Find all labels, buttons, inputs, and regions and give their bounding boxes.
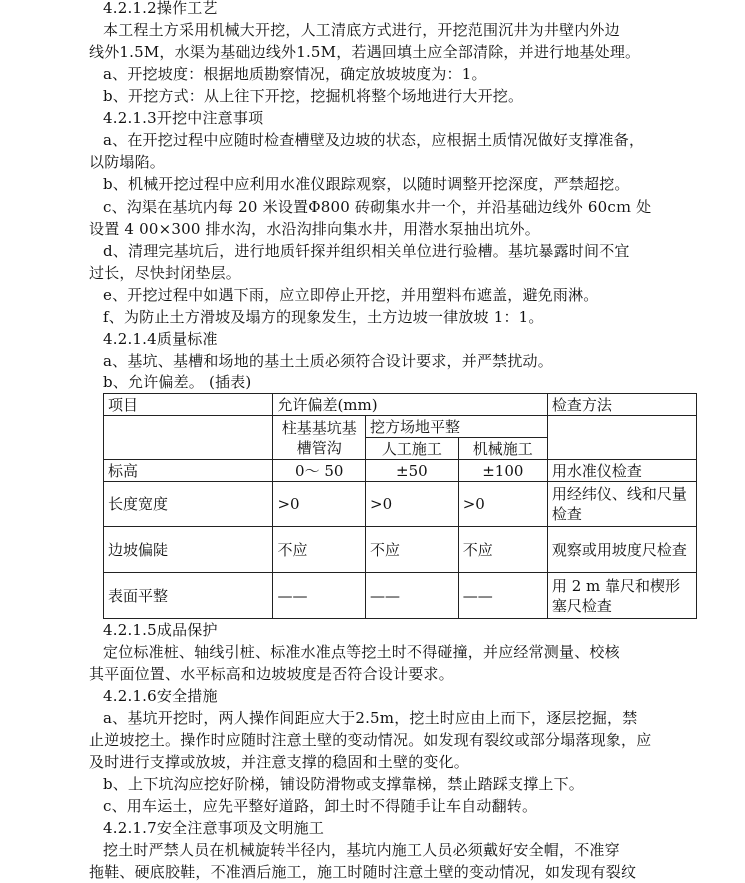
paragraph-line: a、基坑开挖时，两人操作间距应大于2.5m，挖土时应由上而下，逐层挖掘，禁 bbox=[103, 709, 638, 727]
table-cell: —— bbox=[366, 573, 459, 619]
table-cell: 表面平整 bbox=[104, 573, 273, 619]
paragraph-line: 设置 4 00×300 排水沟，水沿沟排向集水井，用潜水泵抽出坑外。 bbox=[89, 220, 540, 238]
paragraph-line: c、沟渠在基坑内每 20 米设置Φ800 砖砌集水井一个，并沿基础边线外 60cｍ 处 bbox=[103, 198, 652, 216]
table-cell: ±50 bbox=[366, 460, 459, 482]
table-cell: —— bbox=[458, 573, 547, 619]
table-row bbox=[104, 527, 697, 573]
table-row bbox=[104, 573, 697, 619]
tolerance-table bbox=[103, 393, 697, 619]
paragraph-line: 及时进行支撑或放坡，并注意支撑的稳固和土壁的变化。 bbox=[89, 753, 470, 771]
table-header-deviation: 允许偏差(mm) bbox=[273, 394, 547, 416]
table-header-site: 挖方场地平整 bbox=[366, 416, 548, 438]
paragraph-line: b、机械开挖过程中应利用水准仪跟踪观察，以随时调整开挖深度，严禁超挖。 bbox=[103, 175, 630, 193]
table-cell: 用水准仪检查 bbox=[547, 460, 696, 482]
paragraph-line: f、为防止土方滑坡及塌方的现象发生，土方边坡一律放坡 1：1。 bbox=[103, 308, 544, 326]
table-cell: 不应 bbox=[273, 527, 366, 573]
paragraph-line: b、允许偏差。 (插表) bbox=[103, 373, 252, 391]
paragraph-line: 本工程土方采用机械大开挖，人工清底方式进行，开挖范围沉井为井壁内外边 bbox=[103, 21, 620, 39]
section-heading: 4.2.1.5成品保护 bbox=[103, 621, 218, 639]
table-header-manual: 人工施工 bbox=[366, 438, 459, 460]
paragraph-line: b、开挖方式：从上往下开挖，挖掘机将整个场地进行大开挖。 bbox=[103, 87, 524, 105]
table-row bbox=[104, 482, 697, 527]
paragraph-line: 其平面位置、水平标高和边坡坡度是否符合设计要求。 bbox=[89, 665, 454, 683]
table-cell: >0 bbox=[366, 482, 459, 527]
paragraph-line: 以防塌陷。 bbox=[89, 153, 166, 171]
table-header-pit: 柱基基坑基槽管沟 bbox=[273, 416, 366, 460]
paragraph-line: 拖鞋、硬底胶鞋，不准酒后施工，施工时随时注意土壁的变动情况，如发现有裂纹 bbox=[89, 863, 637, 881]
paragraph-line: a、在开挖过程中应随时检查槽壁及边坡的状态，应根据土质情况做好支撑准备， bbox=[103, 131, 645, 149]
section-heading: 4.2.1.2操作工艺 bbox=[103, 0, 218, 17]
paragraph-line: 线外1.5M，水渠为基础边线外1.5M，若遇回填土应全部清除，并进行地基处理。 bbox=[89, 43, 641, 61]
paragraph-line: 定位标准桩、轴线引桩、标准水准点等挖土时不得碰撞，并应经常测量、校核 bbox=[103, 643, 620, 661]
paragraph-line: 挖土时严禁人员在机械旋转半径内，基坑内施工人员必须戴好安全帽，不准穿 bbox=[103, 841, 620, 859]
table-cell: 边坡偏陡 bbox=[104, 527, 273, 573]
paragraph-line: d、清理完基坑后，进行地质钎探并组织相关单位进行验槽。基坑暴露时间不宜 bbox=[103, 242, 630, 260]
table-cell: 不应 bbox=[366, 527, 459, 573]
table-cell: 用经纬仪、线和尺量检查 bbox=[547, 482, 696, 527]
section-heading: 4.2.1.3开挖中注意事项 bbox=[103, 109, 264, 127]
table-header-item: 项目 bbox=[104, 394, 273, 416]
section-heading: 4.2.1.7安全注意事项及文明施工 bbox=[103, 819, 325, 837]
section-heading: 4.2.1.4质量标准 bbox=[103, 330, 218, 348]
paragraph-line: b、上下坑沟应挖好阶梯，铺设防滑物或支撑靠梯，禁止踏踩支撑上下。 bbox=[103, 775, 585, 793]
paragraph-line: 过长，尽快封闭垫层。 bbox=[89, 264, 242, 282]
section-heading: 4.2.1.6安全措施 bbox=[103, 687, 218, 705]
table-cell: 标高 bbox=[104, 460, 273, 482]
table-header-method: 检查方法 bbox=[547, 394, 696, 416]
table-cell: 观察或用坡度尺检查 bbox=[547, 527, 696, 573]
table-cell: 用 2 m 靠尺和楔形塞尺检查 bbox=[547, 573, 696, 619]
table-cell: >0 bbox=[273, 482, 366, 527]
paragraph-line: 止逆坡挖土。操作时应随时注意土壁的变动情况。如发现有裂纹或部分塌落现象，应 bbox=[89, 731, 652, 749]
table-row bbox=[104, 460, 697, 482]
paragraph-line: a、基坑、基槽和场地的基土土质必须符合设计要求，并严禁扰动。 bbox=[103, 352, 553, 370]
table-header-machine: 机械施工 bbox=[458, 438, 547, 460]
table-cell: ±100 bbox=[458, 460, 547, 482]
table-cell: —— bbox=[273, 573, 366, 619]
table-cell: >0 bbox=[458, 482, 547, 527]
table-cell: 长度宽度 bbox=[104, 482, 273, 527]
paragraph-line: e、开挖过程中如遇下雨，应立即停止开挖，并用塑料布遮盖，避免雨淋。 bbox=[103, 286, 599, 304]
table-cell: 0～ 50 bbox=[273, 460, 366, 482]
table-cell: 不应 bbox=[458, 527, 547, 573]
paragraph-line: c、用车运土，应先平整好道路，卸土时不得随手让车自动翻转。 bbox=[103, 797, 538, 815]
paragraph-line: a、开挖坡度：根据地质勘察情况，确定放坡坡度为：1。 bbox=[103, 65, 487, 83]
